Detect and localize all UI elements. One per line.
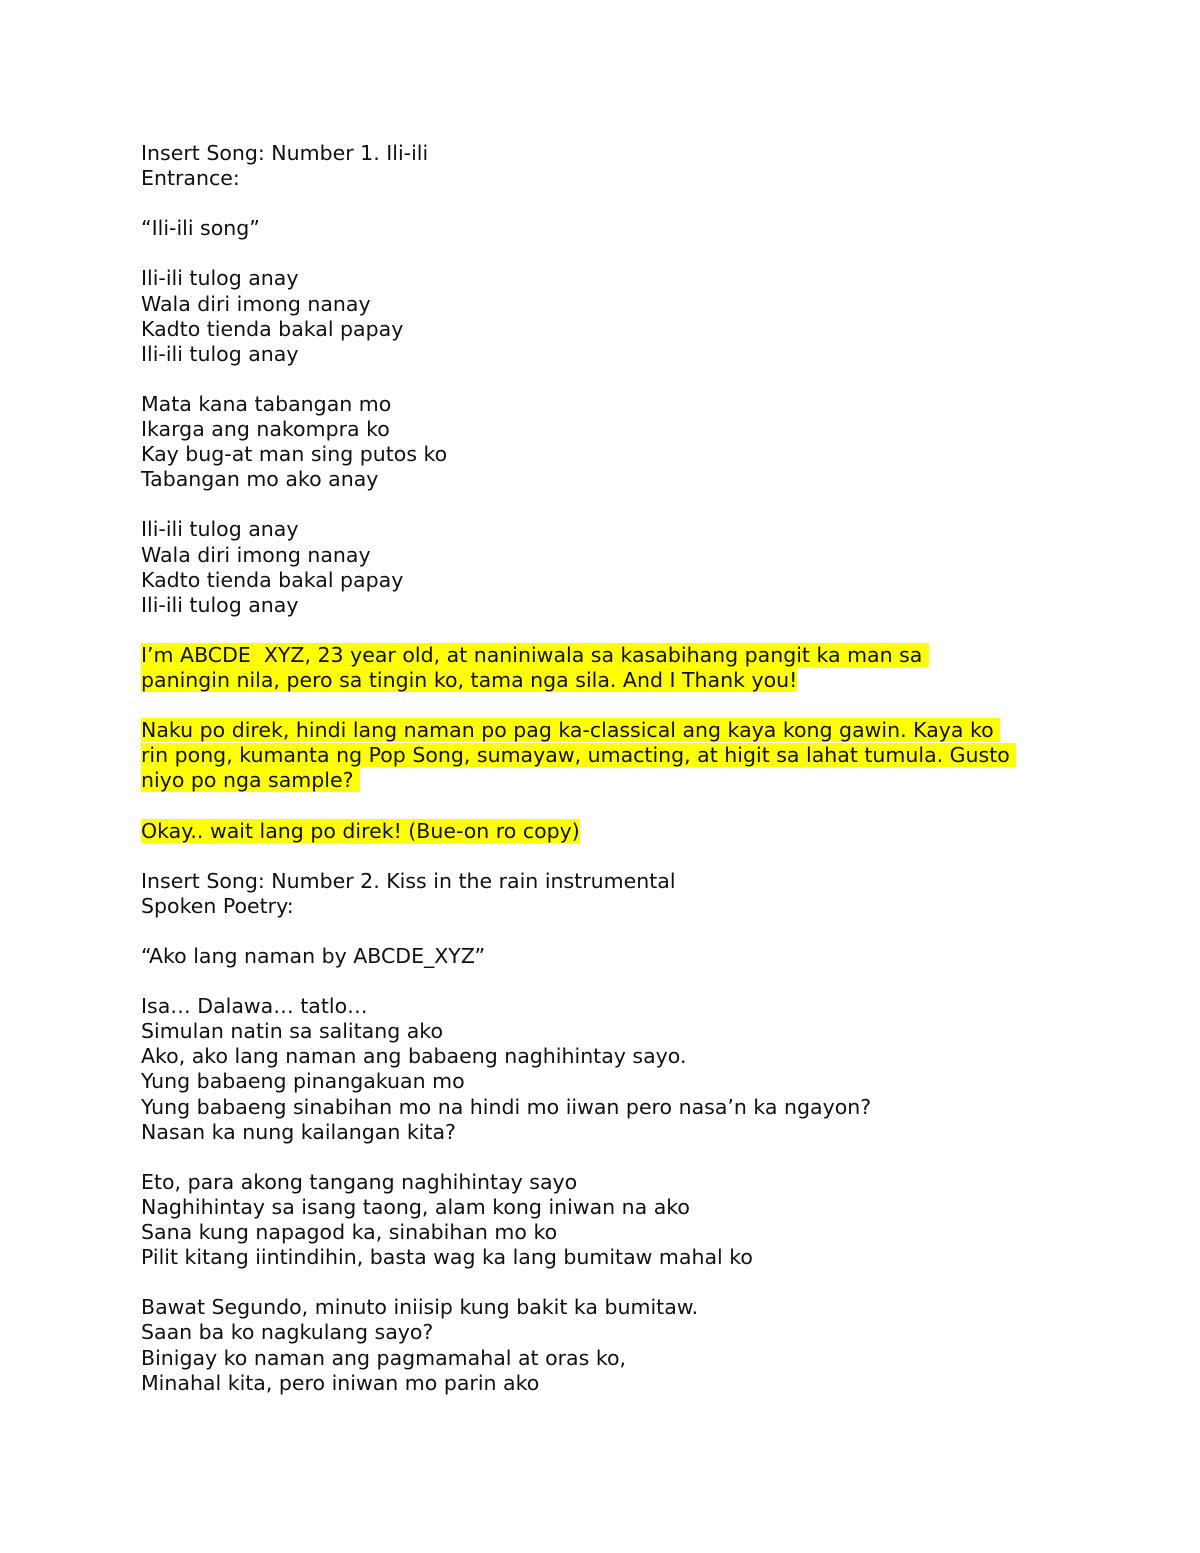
poem-stanza-3 [141, 1295, 1071, 1395]
poem-line: Sana kung napagod ka, sinabihan mo ko [141, 1220, 558, 1245]
song-verse-1 [141, 266, 1071, 366]
highlighted-text: rin pong, kumanta ng Pop Song, sumayaw, umacting, at higit sa lahat tumula. Gusto [141, 743, 1017, 768]
lyric-line: Ili-ili tulog anay [141, 341, 299, 366]
lyric-line: Mata kana tabangan mo [141, 391, 392, 416]
poem-line: Nasan ka nung kailangan kita? [141, 1119, 456, 1144]
poem-stanza-2 [141, 1170, 1071, 1270]
lyric-line: Kadto tienda bakal papay [141, 316, 404, 341]
highlighted-text: niyo po nga sample? [141, 768, 360, 793]
poem-line: Simulan natin sa salitang ako [141, 1019, 443, 1044]
poem-title: “Ako lang naman by ABCDE_XYZ” [141, 944, 486, 968]
document-body [141, 141, 1071, 1396]
spoken-poetry-label: Spoken Poetry: [141, 893, 294, 918]
highlighted-dialogue-2 [141, 718, 1071, 793]
lyric-line: Tabangan mo ako anay [141, 467, 379, 492]
lyric-line: Wala diri imong nanay [141, 291, 371, 316]
poem-line: Isa… Dalawa… tatlo… [141, 994, 368, 1019]
highlighted-dialogue-3 [141, 819, 1071, 844]
highlighted-dialogue-1 [141, 643, 1071, 693]
song-title: “Ili-ili song” [141, 216, 260, 241]
poem-stanza-1 [141, 994, 1071, 1145]
highlighted-text: paningin nila, pero sa tingin ko, tama nga sila. And I Thank you! [141, 667, 798, 692]
lyric-line: Kay bug-at man sing putos ko [141, 442, 448, 467]
insert-song-heading-2: Insert Song: Number 2. Kiss in the rain instrumental [141, 868, 676, 893]
lyric-line: Kadto tienda bakal papay [141, 567, 404, 592]
insert-song-heading-1: Insert Song: Number 1. Ili-ili [141, 141, 429, 165]
poem-line: Eto, para akong tangang naghihintay sayo [141, 1169, 578, 1194]
poem-line: Saan ba ko nagkulang sayo? [141, 1320, 434, 1345]
poem-line: Naghihintay sa isang taong, alam kong iniwan na ako [141, 1194, 690, 1219]
poem-line: Yung babaeng pinangakuan mo [141, 1069, 465, 1094]
poem-line: Minahal kita, pero iniwan mo parin ako [141, 1370, 540, 1395]
highlighted-text: Naku po direk, hindi lang naman po pag ka-classical ang kaya kong gawin. Kaya ko [141, 718, 1001, 743]
lyric-line: Wala diri imong nanay [141, 542, 371, 567]
poem-line: Binigay ko naman ang pagmamahal at oras ko, [141, 1345, 627, 1370]
poem-line: Pilit kitang iintindihin, basta wag ka lang bumitaw mahal ko [141, 1245, 753, 1270]
poem-line: Ako, ako lang naman ang babaeng naghihintay sayo. [141, 1044, 687, 1069]
lyric-line: Ikarga ang nakompra ko [141, 417, 390, 442]
poem-line: Yung babaeng sinabihan mo na hindi mo iiwan pero nasa’n ka ngayon? [141, 1094, 872, 1119]
lyric-line: Ili-ili tulog anay [141, 592, 299, 617]
entrance-label: Entrance: [141, 166, 240, 191]
highlighted-text: Okay.. wait lang po direk! (Bue-on ro copy) [141, 818, 580, 843]
song-verse-3 [141, 517, 1071, 617]
poem-line: Bawat Segundo, minuto iniisip kung bakit ka bumitaw. [141, 1295, 699, 1320]
lyric-line: Ili-ili tulog anay [141, 517, 299, 542]
lyric-line: Ili-ili tulog anay [141, 266, 299, 291]
song-verse-2 [141, 392, 1071, 492]
highlighted-text: I’m ABCDE XYZ, 23 year old, at naniniwala sa kasabihang pangit ka man sa [141, 642, 929, 667]
